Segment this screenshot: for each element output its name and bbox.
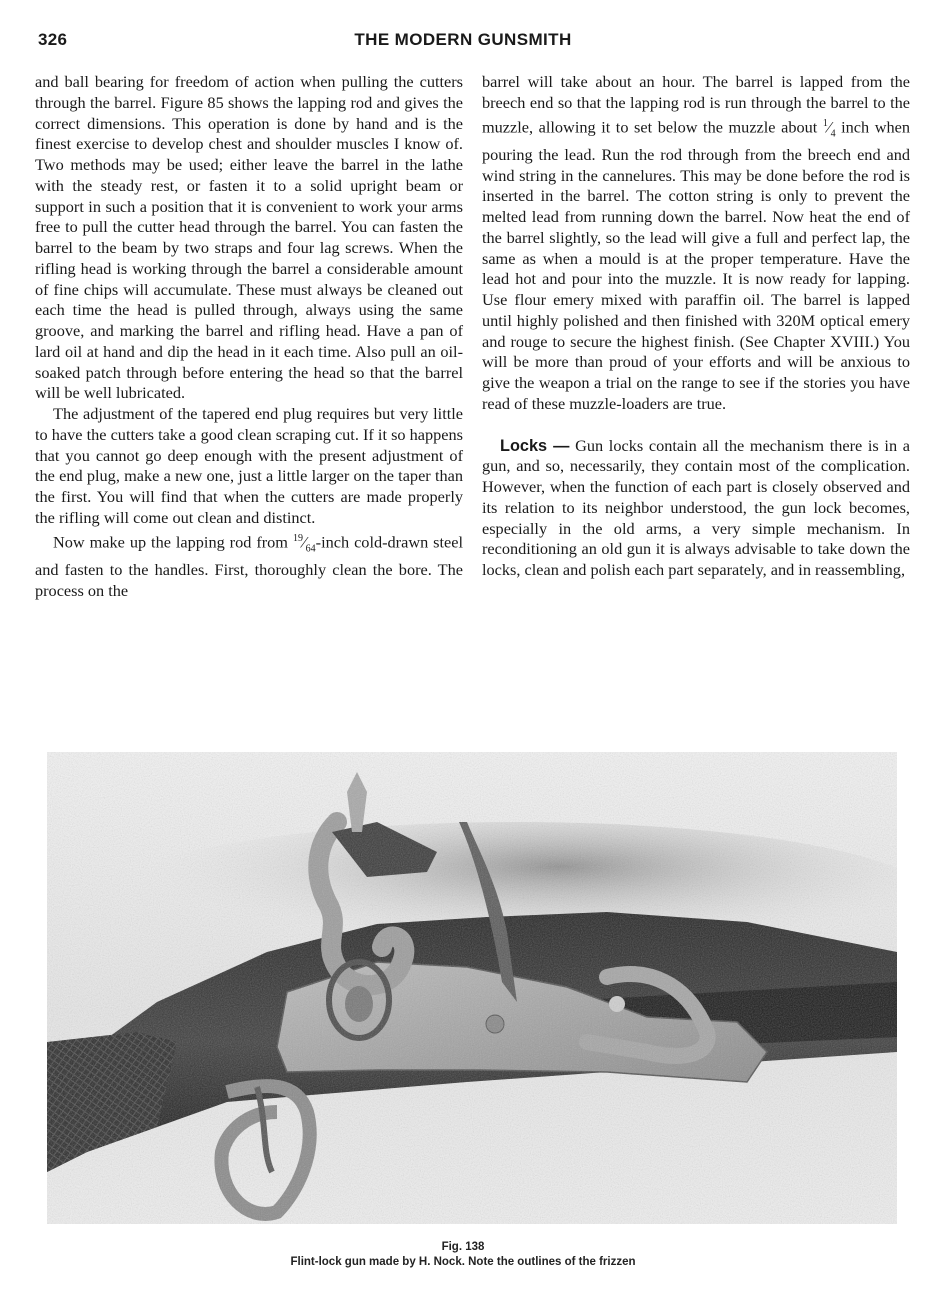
text-run: Gun locks contain all the mechanism there is in a gun, and so, necessarily, they contain most of the complication. However, when the function of each part is closely observed and its relation to its neighbor understood, the gun lock becomes, especially in the old arms, a very simple mechanism. In reconditioning an old gun it is always advisable to take down the locks, clean and polish each part separately, and in reassembling,	[482, 435, 910, 580]
page-number: 326	[38, 30, 68, 49]
paragraph	[482, 436, 910, 581]
fraction-denominator: 64	[305, 543, 316, 555]
fraction-numerator: 1	[822, 117, 828, 129]
text-run: -inch cold-drawn steel and fasten to the handles. First, thoroughly clean the bore. The process on the	[35, 531, 464, 600]
paragraph-spacer	[482, 415, 910, 436]
paragraph: The adjustment of the tapered end plug requires but very little to have the cutters take a good clean scraping cut. If it so happens that you cannot go deep enough with the present adjustment of the end plug, make a new one, just a little larger on the taper than the first. You will find that when the cutters are made properly the rifling will come out clean and distinct.	[35, 404, 463, 527]
text-run: barrel will take about an hour. The barrel is lapped from the breech end so that the lapping rod is run through the barrel to the muzzle, allowing it to set below the muzzle about	[482, 72, 910, 136]
running-title: THE MODERN GUNSMITH	[354, 30, 572, 49]
flintlock-gun-image	[47, 752, 897, 1224]
text-run: inch when pouring the lead. Run the rod through from the breech end and wind string in the cannelures. This may be done before the rod is inserted in the barrel. The cotton string is only to prevent the melted lead from running down the barrel. Now heat the end of the barrel slightly, so the lead will give a full and perfect lap, the same as when a mould is at the proper temperature. Have the lead hot and pour into the muzzle. It is now ready for lapping. Use flour emery mixed with paraffin oil. The barrel is lapped until highly polished and then finished with 320M optical emery and rouge to secure the highest finish. (See Chapter XVIII.) You will be more than proud of your efforts and will be anxious to give the weapon a trial on the range to see if the stories you have read of these muzzle-loaders are true.	[482, 116, 911, 413]
fraction-numerator: 19	[292, 532, 303, 544]
figure-label: Fig. 138	[441, 1241, 485, 1253]
figure-caption	[0, 1240, 926, 1270]
text-run: Now make up the lapping rod from	[53, 531, 293, 551]
left-column	[35, 72, 463, 601]
halftone-grain	[47, 752, 897, 1224]
figure-caption-text: Flint-lock gun made by H. Nock. Note the outlines of the frizzen	[290, 1256, 636, 1268]
paragraph: barrel will take about an hour. The barrel is lapped from the breech end so that the lapping rod is run through the barrel to the muzzle, allowing it to set below the muzzle about $^1⁄_4$ inch when pouring the lead. Run the rod through from the breech end and wind string in the cannelures. This may be done before the rod is inserted in the barrel. The cotton string is only to prevent the melted lead from running down the barrel. Now heat the end of the barrel slightly, so the lead will give a full and perfect lap, the same as when a mould is at the proper temperature. Have the lead hot and pour into the muzzle. It is now ready for lapping. Use flour emery mixed with paraffin oil. The barrel is lapped until highly polished and then finished with 320M optical emery and rouge to secure the highest finish. (See Chapter XVIII.) You will be more than proud of your efforts and will be anxious to give the weapon a trial on the range to see if the stories you have read of these muzzle-loaders are true.	[482, 72, 911, 413]
figure-photograph	[47, 752, 897, 1224]
section-heading: Locks —	[500, 436, 570, 455]
paragraph: Now make up the lapping rod from $^{19}⁄_{64}$-inch cold-drawn steel and fasten to the handles. First, thoroughly clean the bore. The process on the	[35, 531, 464, 600]
paragraph: and ball bearing for freedom of action when pulling the cutters through the barrel. Figure 85 shows the lapping rod and gives the correct dimensions. This operation is done by hand and is the finest exercise to develop chest and shoulder muscles I know of. Two methods may be used; either leave the barrel in the lathe with the steady rest, or fasten it to a solid upright beam or support in such a position that it is convenient to work your arms free to pull the cutter head through the barrel. You can fasten the barrel to the beam by two straps and four lag screws. When the rifling head is working through the barrel a considerable amount of fine chips will accumulate. These must always be cleaned out each time the head is pulled through, always using the same groove, and marking the barrel and rifling head. Have a pan of lard oil at hand and dip the head in it each time. Also pull an oil-soaked patch through before entering the head so that the barrel will be well lubricated.	[35, 72, 463, 403]
right-column	[482, 72, 910, 581]
fraction-denominator: 4	[830, 128, 836, 140]
